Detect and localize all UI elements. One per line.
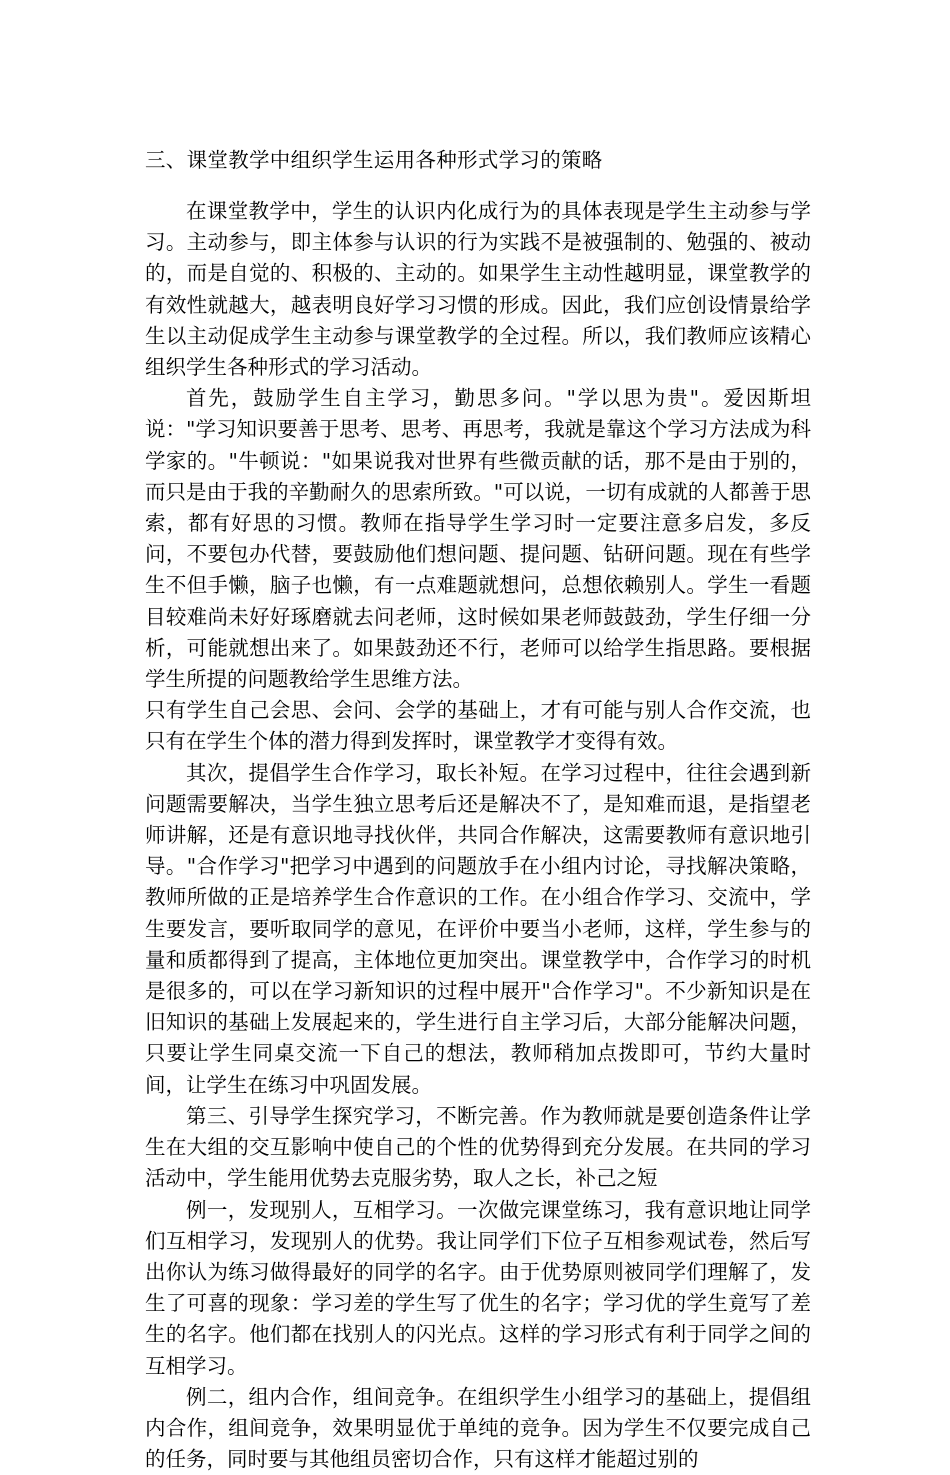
paragraph-self-study-conclusion: 只有学生自己会思、会问、会学的基础上，才有可能与别人合作交流，也只有在学生个体的潜力得到发挥时，课堂教学才变得有效。 <box>145 698 811 754</box>
document-body <box>145 196 811 1475</box>
paragraph-example-two: 例二，组内合作，组间竞争。在组织学生小组学习的基础上，提倡组内合作，组间竞争，效果明显优于单纯的竞争。因为学生不仅要完成自己的任务，同时要与其他组员密切合作，只有这样才能超过别的 <box>145 1384 811 1472</box>
paragraph-example-one: 例一，发现别人，互相学习。一次做完课堂练习，我有意识地让同学们互相学习，发现别人的优势。我让同学们下位子互相参观试卷，然后写出你认为练习做得最好的同学的名字。由于优势原则被同学们理解了，发生了可喜的现象：学习差的学生写了优生的名字；学习优的学生竟写了差生的名字。他们都在找别人的闪光点。这样的学习形式有利于同学之间的互相学习。 <box>145 1197 811 1378</box>
paragraph-inquiry-study: 第三、引导学生探究学习，不断完善。作为教师就是要创造条件让学生在大组的交互影响中使自己的个性的优势得到充分发展。在共同的学习活动中，学生能用优势去克服劣势，取人之长，补己之短 <box>145 1103 811 1191</box>
section-heading: 三、课堂教学中组织学生运用各种形式学习的策略 <box>145 148 603 172</box>
paragraph-self-study: 首先，鼓励学生自主学习，勤思多问。"学以思为贵"。爱因斯坦说："学习知识要善于思考、思考、再思考，我就是靠这个学习方法成为科学家的。"牛顿说："如果说我对世界有些微贡献的话，那不是由于别的，而只是由于我的辛勤耐久的思索所致。"可以说，一切有成就的人都善于思索，都有好思的习惯。教师在指导学生学习时一定要注意多启发，多反问，不要包办代替，要鼓励他们想问题、提问题、钻研问题。现在有些学生不但手懒，脑子也懒，有一点难题就想问，总想依赖别人。学生一看题目较难尚未好好琢磨就去问老师，这时候如果老师鼓鼓劲，学生仔细一分析，可能就想出来了。如果鼓劲还不行，老师可以给学生指思路。要根据学生所提的问题教给学生思维方法。 <box>145 386 811 692</box>
paragraph-intro: 在课堂教学中，学生的认识内化成行为的具体表现是学生主动参与学习。主动参与，即主体参与认识的行为实践不是被强制的、勉强的、被动的，而是自觉的、积极的、主动的。如果学生主动性越明显，课堂教学的有效性就越大，越表明良好学习习惯的形成。因此，我们应创设情景给学生以主动促成学生主动参与课堂教学的全过程。所以，我们教师应该精心组织学生各种形式的学习活动。 <box>145 199 811 380</box>
paragraph-cooperative-study: 其次，提倡学生合作学习，取长补短。在学习过程中，往往会遇到新问题需要解决，当学生独立思考后还是解决不了，是知难而退，是指望老师讲解，还是有意识地寻找伙伴，共同合作解决，这需要教师有意识地引导。"合作学习"把学习中遇到的问题放手在小组内讨论，寻找解决策略，教师所做的正是培养学生合作意识的工作。在小组合作学习、交流中，学生要发言，要听取同学的意见，在评价中要当小老师，这样，学生参与的量和质都得到了提高，主体地位更加突出。课堂教学中，合作学习的时机是很多的，可以在学习新知识的过程中展开"合作学习"。不少新知识是在旧知识的基础上发展起来的，学生进行自主学习后，大部分能解决问题，只要让学生同桌交流一下自己的想法，教师稍加点拨即可，节约大量时间，让学生在练习中巩固发展。 <box>145 760 811 1097</box>
